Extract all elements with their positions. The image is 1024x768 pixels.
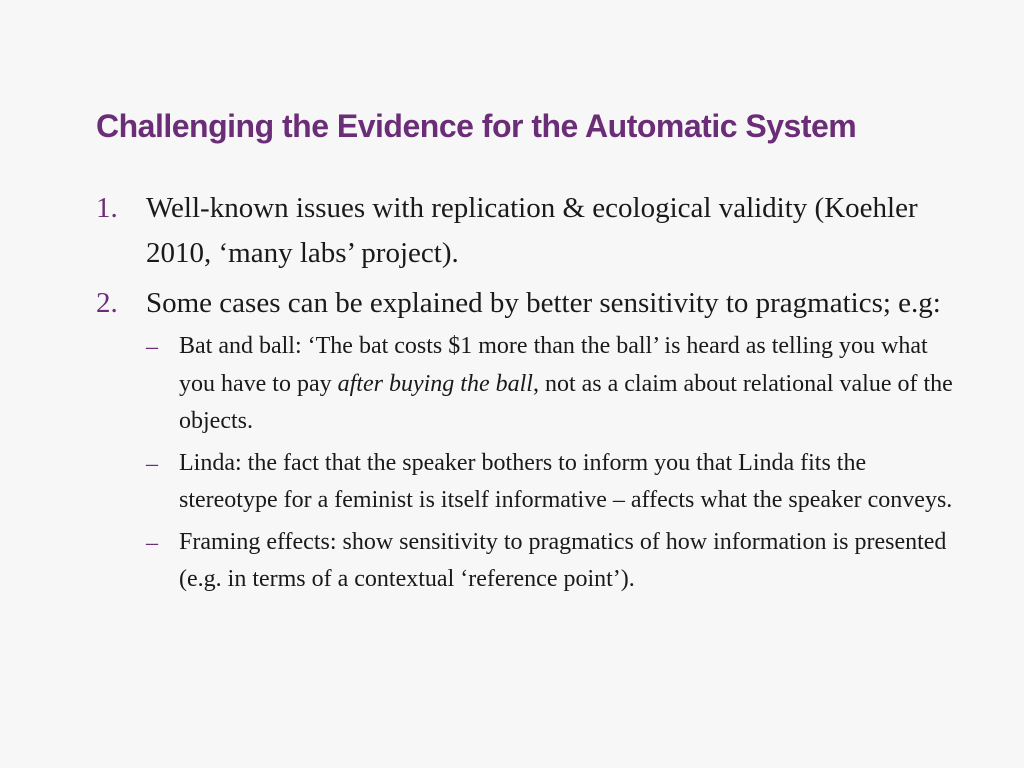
sub-text-pre: Bat and ball: ‘The bat costs $1 more than the ball’ is heard as telling you what you have to pay <box>179 333 928 397</box>
list-item-2 <box>96 281 956 326</box>
dash-bullet: – <box>146 529 158 556</box>
sub-item-linda <box>146 445 956 520</box>
slide-body <box>96 186 956 603</box>
sub-text-italic: after buying the ball <box>337 370 533 397</box>
item-number: 1. <box>96 192 118 224</box>
item-number: 2. <box>96 287 118 319</box>
sub-item-text: Framing effects: show sensitivity to pragmatics of how information is presented (e.g. in terms of a contextual ‘reference point’). <box>179 528 947 592</box>
list-item-1 <box>96 186 956 276</box>
sub-text-post: , not as a claim about relational value of the objects. <box>179 370 953 434</box>
sub-item-framing-effects <box>146 524 956 599</box>
slide-title: Challenging the Evidence for the Automatic System <box>96 108 857 144</box>
item-text: Well-known issues with replication & ecological validity (Koehler 2010, ‘many labs’ project). <box>146 192 918 269</box>
dash-bullet: – <box>146 450 158 477</box>
sub-item-text: Linda: the fact that the speaker bothers to inform you that Linda fits the stereotype for a feminist is itself informative – affects what the speaker conveys. <box>179 449 953 513</box>
dash-bullet: – <box>146 334 158 360</box>
sub-item-bat-and-ball <box>146 328 956 441</box>
sub-item-text <box>179 328 956 441</box>
sub-list <box>146 328 956 599</box>
item-text: Some cases can be explained by better sensitivity to pragmatics; e.g: <box>146 287 941 319</box>
